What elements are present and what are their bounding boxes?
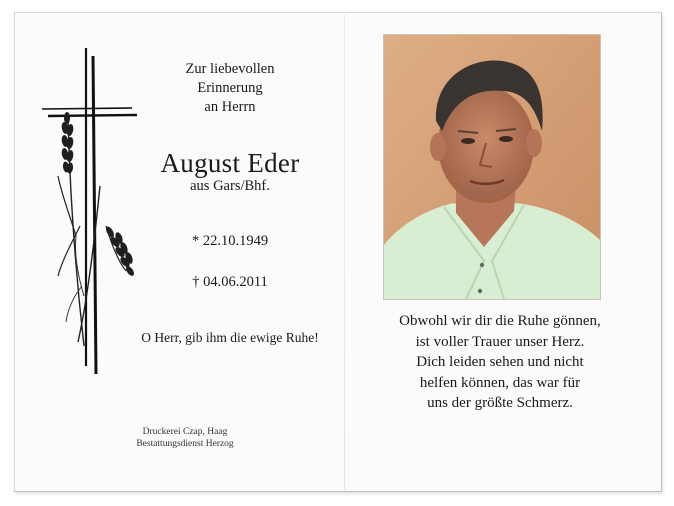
intro-line: Erinnerung	[197, 80, 263, 96]
printer-credit	[110, 426, 260, 450]
deceased-origin: aus Gars/Bhf.	[190, 178, 270, 194]
printer-line: Bestattungsdienst Herzog	[136, 439, 234, 449]
verse-line: Obwohl wir dir die Ruhe gönnen,	[399, 313, 601, 329]
verse-line: Dich leiden sehen und nicht	[416, 354, 584, 370]
card-fold-line	[344, 12, 345, 490]
printer-line: Druckerei Czap, Haag	[142, 427, 228, 437]
verse-line: ist voller Trauer unser Herz.	[415, 333, 585, 350]
intro-line: an Herrn	[204, 99, 256, 115]
portrait-illustration	[384, 35, 600, 299]
verse-line: uns der größte Schmerz.	[427, 395, 573, 411]
verse-line: helfen können, das war für	[419, 374, 581, 391]
death-date: † 04.06.2011	[192, 274, 268, 290]
birth-date: * 22.10.1949	[191, 233, 269, 249]
memorial-verse	[372, 311, 628, 414]
intro-line: Zur liebevollen	[185, 61, 275, 77]
intro-text	[150, 60, 310, 117]
deceased-name: August Eder	[160, 148, 300, 178]
prayer-text: O Herr, gib ihm die ewige Ruhe!	[141, 330, 319, 345]
portrait-photo	[383, 34, 601, 300]
